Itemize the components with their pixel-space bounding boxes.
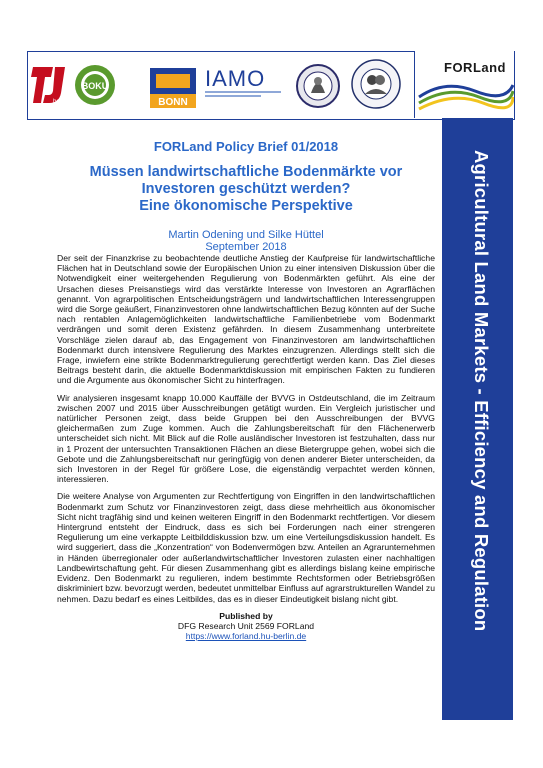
authors: Martin Odening und Silke Hüttel <box>168 229 324 241</box>
boku-logo-text: BOKU <box>81 81 109 91</box>
policy-brief-number: FORLand Policy Brief 01/2018 <box>153 139 339 154</box>
iamo-logo-text: IAMO <box>205 66 266 91</box>
boku-logo <box>73 63 117 107</box>
main-title-line-2: Investoren geschützt werden? <box>141 181 351 197</box>
bonn-logo-text: BONN <box>158 97 188 108</box>
iamo-logo <box>203 60 287 100</box>
kiel-university-logo <box>295 63 341 109</box>
tu-berlin-logo <box>31 63 67 107</box>
paragraph-3: Die weitere Analyse von Argumenten zur Rechtfertigung von Eingriffen in den landwirtschaftlichen Bodenmarkt zum Schutz vor Finanzinvestoren zeigt, dass diese mehrheitlich aus ökonomischer Sicht nicht tragfähig sind und keinen weiteren Eingriff in den Bodenmarkt rechtfertigen. Vor diesem Hintergrund entsteht der Eindruck, dass es sich bei Forderungen nach einer strengeren Regulierung um eine verkappte Leitbilddiskussion bzw. um eine Verteilungsdiskussion handelt. Es wird suggeriert, dass die „Konzentration“ von Bodenvermögen bzw. Anteilen an Agrarunternehmen in Händen überregionaler oder außerlandwirtschaftlicher Investoren zulasten einer nachhaltigen Landbewirtschaftung geht. Für diesen Zusammenhang gibt es allerdings bislang keine empirische Evidenz. Den Bodenmarkt zu regulieren, indem bestimmte Rechtsformen oder Betriebsgrößen diskriminiert bzw. bevorzugt werden, bedeutet unmittelbar Einfluss auf agrarstrukturellen Wandel zu nehmen. Dazu bedarf es eines Leitbildes, das es in dieser Eindeutigkeit bislang nicht gibt. <box>57 491 435 604</box>
paragraph-1: Der seit der Finanzkrise zu beobachtende deutliche Anstieg der Kaufpreise für landwirtschaftliche Flächen hat in Deutschland sowie der Europäischen Union zu einer intensiven Diskussion über die Notwendigkeit einer weitergehenden Regulierung von Bodenmärkten geführt. Als eine der Ursachen dieses Preisanstiegs wird das verstärkte Interesse von Investoren an Agrarflächen genannt. Von agrarpolitischen Entscheidungsträgern und landwirtschaftlichen Interessengruppen wird die Sorge geäußert, Finanzinvestoren ohne landwirtschaftlichen Bezug könnten auf der Suche nach rentablen Anlagemöglichkeiten landwirtschaftliche Familienbetriebe vom Bodenmarkt verdrängen und somit deren Existenz gefährden. In diesem Zusammenhang unterbreitete Vorschläge zielen darauf ab, das Engagement von Finanzinvestoren am landwirtschaftlichen Bodenmarkt durch intensivere Regulierung des Marktes einzugrenzen. Allerdings stellt sich die Frage, inwiefern eine strikte Bodenmarktregulierung gerechtfertigt werden kann. Das Ziel dieses Beitrags besteht darin, die aktuelle Bodenmarktdiskussion mit empirischen Fakten zu fundieren und die Argumente aus ökonomischer Sicht zu hinterfragen. <box>57 253 435 386</box>
bonn-logo <box>150 68 196 108</box>
publisher-name: DFG Research Unit 2569 FORLand <box>177 620 315 631</box>
policy-brief-content <box>57 129 435 641</box>
forland-website-link[interactable]: https://www.forland.hu-berlin.de <box>185 630 307 641</box>
publisher-block <box>57 611 435 641</box>
main-title-line-3: Eine ökonomische Perspektive <box>139 198 353 214</box>
paragraph-2: Wir analysieren insgesamt knapp 10.000 Kauffälle der BVVG in Ostdeutschland, die im Zeitraum zwischen 2007 und 2015 über Ausschreibungen getätigt wurden. Ein Vergleich juristischer und natürlicher Personen zeigt, dass beide Gruppen bei den Ausschreibungen der BVVG gleichermaßen zum Zuge kommen. Auch die Zahlungsbereitschaft für den Flächenerwerb unterscheidet sich nicht. Mit Blick auf die Rolle ausländischer Investoren ist festzuhalten, dass nur in 1 Prozent der untersuchten Transaktionen Flächen an diese Bietergruppe gehen, wobei sich die Gebote und die Zahlungsbereitschaft nur geringfügig von denen anderer Bieter unterscheiden, da sich Investoren in der Regel für größere Lose, die eigenständig verpachtet werden können, interessieren. <box>57 392 435 485</box>
humboldt-university-logo <box>350 58 402 110</box>
main-title-line-1: Müssen landwirtschaftliche Bodenmärkte vor <box>89 164 403 180</box>
publication-date: September 2018 <box>205 241 287 253</box>
main-title <box>57 164 435 215</box>
series-title-vertical: Agricultural Land Markets - Efficiency and Regulation <box>471 150 492 632</box>
forland-brand-title: FORLand <box>444 60 506 75</box>
published-by-label: Published by <box>219 610 273 621</box>
tu-logo-text: berlin <box>53 99 67 105</box>
